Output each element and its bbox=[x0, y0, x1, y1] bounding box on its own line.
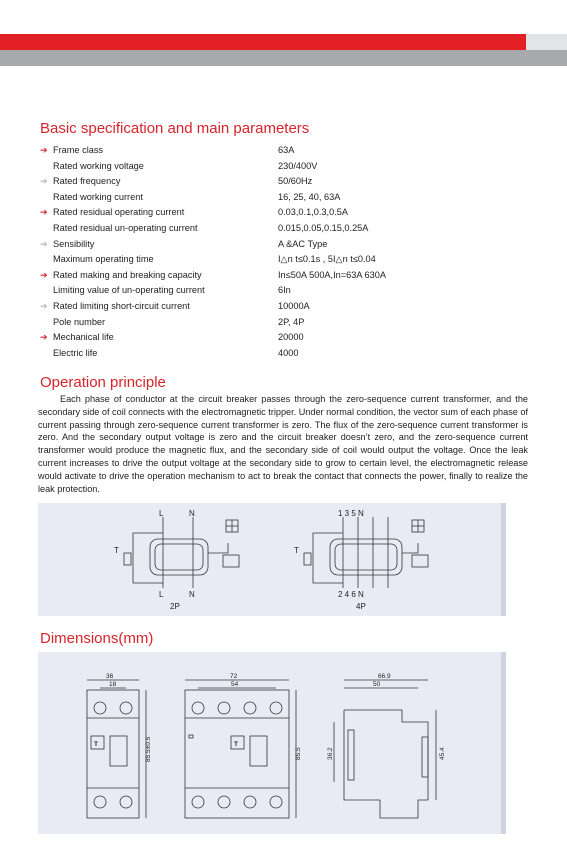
spec-label: Electric life bbox=[53, 347, 98, 358]
dim-panel-shadow bbox=[501, 652, 506, 834]
circuit-diagram-panel bbox=[38, 503, 501, 616]
spec-row bbox=[40, 270, 202, 281]
spec-label: Rated working current bbox=[53, 191, 143, 202]
dimensions-heading: Dimensions(mm) bbox=[40, 630, 154, 647]
dim-h362: 36.2 bbox=[327, 747, 334, 760]
arrow-icon: ➔ bbox=[40, 332, 48, 343]
spec-value: I△n t≤0.1s , 5I△n t≤0.04 bbox=[278, 254, 376, 265]
header-light-band bbox=[526, 34, 567, 50]
circuit-diagrams bbox=[38, 503, 501, 616]
spec-value: 4000 bbox=[278, 347, 299, 358]
spec-label: Frame class bbox=[53, 145, 104, 155]
d4p-t: T bbox=[294, 546, 299, 555]
d4p-caption: 4P bbox=[356, 602, 366, 611]
panel-shadow bbox=[501, 503, 506, 616]
spec-label: Rated making and breaking capacity bbox=[53, 269, 202, 280]
spec-label: Rated residual operating current bbox=[53, 207, 185, 218]
dimension-drawings bbox=[38, 652, 501, 834]
arrow-icon: ➔ bbox=[40, 269, 48, 280]
d2p-caption: 2P bbox=[170, 602, 180, 611]
dim-h454: 45.4 bbox=[439, 747, 446, 760]
spec-value: 16, 25, 40, 63A bbox=[278, 191, 341, 202]
dim-t-4p: T bbox=[234, 741, 238, 748]
spec-value: 20000 bbox=[278, 332, 304, 343]
spec-row bbox=[40, 223, 198, 234]
spec-row bbox=[40, 254, 154, 265]
arrow-icon: ➔ bbox=[40, 301, 48, 311]
spec-label: Pole number bbox=[53, 316, 106, 327]
principle-paragraph: Each phase of conductor at the circuit breaker passes through the zero-sequence current transformer, and the secondary side of coil connects with the electromagnetic tripper. Under normal condition, the vector sum of each phase of current passing through zero-sequence current transformer is zero. The flux of the zero-sequence current transformer is zero. And the secondary output voltage is zero and the circuit breaker doesn’t zero, and the zero-sequence current transformer would produce the magnetic flux, and the secondary side of coil would output the voltage. Once the leak current increases to drive the output voltage at the secondary side to grow to certain level, the electromagnetic release would activate to drive the operation mechanism to act to break the contact that connects the power, finally to realize the leak protection. bbox=[38, 394, 528, 494]
spec-row bbox=[40, 207, 184, 218]
spec-value: 63A bbox=[278, 145, 295, 155]
d2p-bot-l: L bbox=[159, 590, 164, 599]
dim-w54: 54 bbox=[231, 681, 239, 688]
spec-value: 0.03,0.1,0.3,0.5A bbox=[278, 207, 348, 218]
spec-value: 50/60Hz bbox=[278, 176, 313, 187]
spec-value: A &AC Type bbox=[278, 238, 328, 249]
spec-row bbox=[40, 317, 105, 328]
d4p-top: 1 3 5 N bbox=[338, 509, 364, 518]
spec-label: Rated frequency bbox=[53, 176, 121, 187]
arrow-icon: ➔ bbox=[40, 145, 48, 155]
spec-label: Sensibility bbox=[53, 238, 95, 249]
dim-h85: 85.5±0.5 bbox=[145, 736, 152, 762]
spec-row bbox=[40, 239, 94, 250]
spec-label: Mechanical life bbox=[53, 332, 114, 343]
arrow-icon: ➔ bbox=[40, 238, 48, 249]
spec-row bbox=[40, 161, 144, 172]
spec-label: Maximum operating time bbox=[53, 254, 154, 265]
spec-row bbox=[40, 192, 143, 203]
arrow-icon: ➔ bbox=[40, 207, 48, 218]
spec-label: Rated residual un-operating current bbox=[53, 223, 198, 233]
dim-w72: 72 bbox=[230, 673, 238, 680]
spec-row bbox=[40, 176, 120, 187]
dim-h85b: 85.5 bbox=[295, 747, 302, 760]
dim-w36: 36 bbox=[106, 673, 114, 680]
spec-row bbox=[40, 285, 205, 296]
header-red-band bbox=[0, 34, 526, 50]
header-gray-band bbox=[0, 50, 567, 66]
dim-t-2p: T bbox=[94, 741, 98, 748]
spec-value: 10000A bbox=[278, 301, 310, 311]
spec-value: 230/400V bbox=[278, 160, 318, 171]
spec-row bbox=[40, 301, 190, 312]
spec-value: 2P, 4P bbox=[278, 316, 305, 327]
spec-value: 6In bbox=[278, 285, 291, 296]
principle-heading: Operation principle bbox=[40, 374, 166, 391]
dim-w669: 66.9 bbox=[378, 673, 391, 680]
d4p-bot: 2 4 6 N bbox=[338, 590, 364, 599]
d2p-top-l: L bbox=[159, 509, 164, 518]
d2p-top-n: N bbox=[189, 509, 195, 518]
spec-row bbox=[40, 332, 114, 343]
spec-value: 0.015,0.05,0.15,0.25A bbox=[278, 223, 369, 233]
spec-heading: Basic specification and main parameters bbox=[40, 120, 310, 137]
arrow-icon: ➔ bbox=[40, 176, 48, 187]
dim-w50: 50 bbox=[373, 681, 381, 688]
spec-label: Rated working voltage bbox=[53, 160, 144, 171]
spec-value: In≤50A 500A,In=63A 630A bbox=[278, 269, 386, 280]
dim-w18: 18 bbox=[109, 681, 117, 688]
spec-row bbox=[40, 348, 97, 359]
spec-label: Limiting value of un-operating current bbox=[53, 285, 205, 296]
spec-row bbox=[40, 145, 103, 156]
dimensions-panel bbox=[38, 652, 501, 834]
d2p-bot-n: N bbox=[189, 590, 195, 599]
d2p-t: T bbox=[114, 546, 119, 555]
spec-label: Rated limiting short-circuit current bbox=[53, 301, 190, 311]
